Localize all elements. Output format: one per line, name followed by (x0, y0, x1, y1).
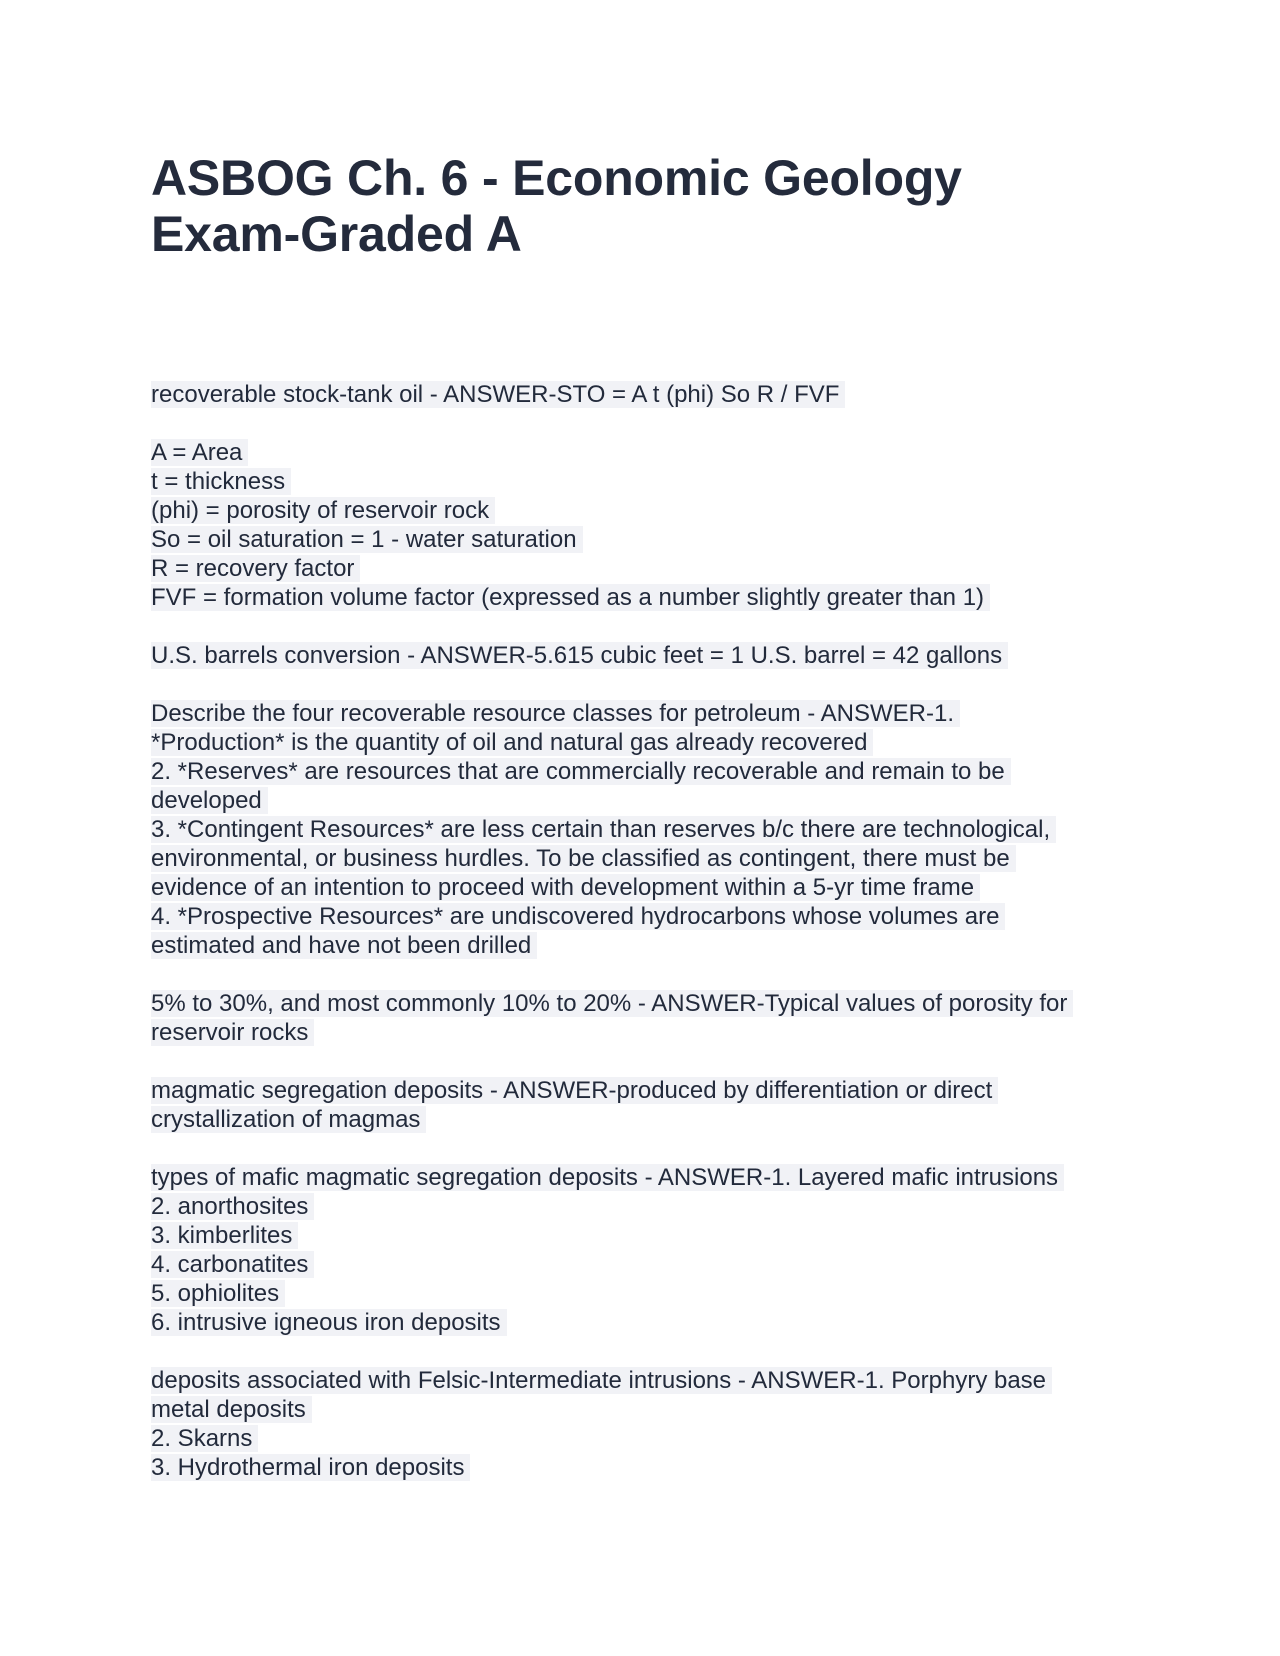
page-title (151, 150, 1131, 262)
document-header (151, 150, 1131, 262)
text-line (151, 1221, 1141, 1250)
blank-line (151, 670, 1141, 699)
text-line-content: FVF = formation volume factor (expressed as a number slightly greater than 1) (151, 584, 990, 611)
blank-line (151, 1337, 1141, 1366)
blank-line (151, 960, 1141, 989)
text-line-content: environmental, or business hurdles. To be classified as contingent, there must be (151, 845, 1016, 872)
text-line (151, 1163, 1141, 1192)
text-line-content: 3. *Contingent Resources* are less certain than reserves b/c there are technological, (151, 816, 1056, 843)
text-line (151, 699, 1141, 728)
title-line-2: Exam-Graded A (151, 206, 522, 262)
text-line (151, 641, 1141, 670)
text-line (151, 1424, 1141, 1453)
text-line (151, 1453, 1141, 1482)
text-line (151, 1192, 1141, 1221)
text-line-content: deposits associated with Felsic-Intermediate intrusions - ANSWER-1. Porphyry base (151, 1367, 1052, 1394)
text-line-content: t = thickness (151, 468, 291, 495)
text-line (151, 1250, 1141, 1279)
blank-line (151, 409, 1141, 438)
text-line (151, 931, 1141, 960)
text-line-content: 2. Skarns (151, 1425, 258, 1452)
text-line (151, 467, 1141, 496)
text-line-content: types of mafic magmatic segregation deposits - ANSWER-1. Layered mafic intrusions (151, 1164, 1064, 1191)
text-line-content: 3. kimberlites (151, 1222, 298, 1249)
text-line-content: metal deposits (151, 1396, 312, 1423)
text-line (151, 554, 1141, 583)
blank-line (151, 1047, 1141, 1076)
text-line (151, 583, 1141, 612)
blank-line (151, 1134, 1141, 1163)
text-line-content: A = Area (151, 439, 248, 466)
text-line (151, 380, 1141, 409)
text-line-content: (phi) = porosity of reservoir rock (151, 497, 495, 524)
text-line-content: crystallization of magmas (151, 1106, 426, 1133)
text-line-content: So = oil saturation = 1 - water saturation (151, 526, 583, 553)
text-line (151, 1279, 1141, 1308)
text-line-content: evidence of an intention to proceed with development within a 5-yr time frame (151, 874, 980, 901)
text-line-content: R = recovery factor (151, 555, 360, 582)
text-line (151, 844, 1141, 873)
text-line (151, 815, 1141, 844)
text-line (151, 1308, 1141, 1337)
text-line-content: magmatic segregation deposits - ANSWER-produced by differentiation or direct (151, 1077, 998, 1104)
text-line (151, 1395, 1141, 1424)
text-line-content: *Production* is the quantity of oil and natural gas already recovered (151, 729, 873, 756)
text-line (151, 873, 1141, 902)
text-line (151, 902, 1141, 931)
document-body (151, 380, 1141, 1482)
text-line-content: 3. Hydrothermal iron deposits (151, 1454, 470, 1481)
text-line-content: 5% to 30%, and most commonly 10% to 20% - ANSWER-Typical values of porosity for (151, 990, 1073, 1017)
text-line-content: 2. anorthosites (151, 1193, 314, 1220)
text-line-content: 4. carbonatites (151, 1251, 314, 1278)
blank-line (151, 612, 1141, 641)
text-line-content: 2. *Reserves* are resources that are commercially recoverable and remain to be (151, 758, 1011, 785)
title-line-1: ASBOG Ch. 6 - Economic Geology (151, 150, 962, 206)
text-line (151, 1076, 1141, 1105)
text-line-content: developed (151, 787, 268, 814)
text-line-content: reservoir rocks (151, 1019, 314, 1046)
text-line (151, 1366, 1141, 1395)
text-line-content: Describe the four recoverable resource classes for petroleum - ANSWER-1. (151, 700, 960, 727)
text-line (151, 1105, 1141, 1134)
text-line (151, 757, 1141, 786)
text-line (151, 525, 1141, 554)
text-line (151, 1018, 1141, 1047)
text-line-content: recoverable stock-tank oil - ANSWER-STO = A t (phi) So R / FVF (151, 381, 845, 408)
text-line (151, 496, 1141, 525)
text-line-content: 4. *Prospective Resources* are undiscovered hydrocarbons whose volumes are (151, 903, 1005, 930)
text-line (151, 989, 1141, 1018)
text-line-content: estimated and have not been drilled (151, 932, 537, 959)
text-line-content: 6. intrusive igneous iron deposits (151, 1309, 507, 1336)
text-line (151, 728, 1141, 757)
text-line (151, 786, 1141, 815)
text-line-content: U.S. barrels conversion - ANSWER-5.615 cubic feet = 1 U.S. barrel = 42 gallons (151, 642, 1008, 669)
text-line (151, 438, 1141, 467)
text-line-content: 5. ophiolites (151, 1280, 285, 1307)
